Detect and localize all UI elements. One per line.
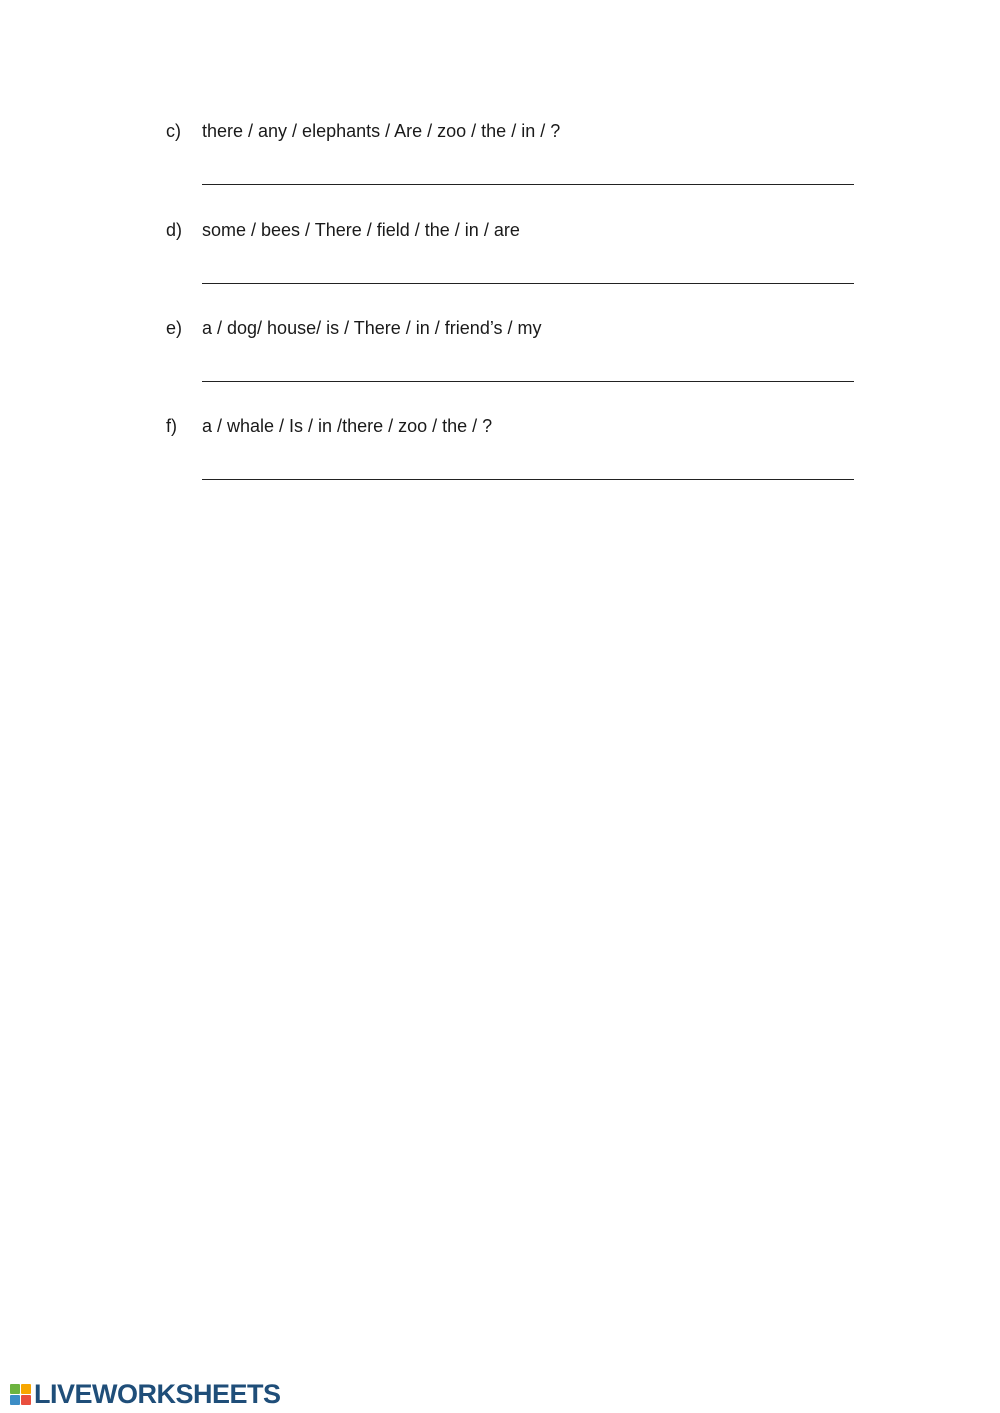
liveworksheets-logo (10, 1380, 281, 1408)
exercise-item-d (166, 218, 856, 242)
answer-field[interactable] (202, 159, 854, 183)
exercise-item-c (166, 119, 856, 143)
exercise-item-f (166, 414, 856, 438)
logo-block (10, 1384, 20, 1394)
answer-field[interactable] (202, 258, 854, 282)
answer-field[interactable] (202, 454, 854, 478)
logo-block (21, 1395, 31, 1405)
logo-blocks-icon (10, 1384, 31, 1405)
item-label: e) (166, 318, 183, 338)
item-prompt: there / any / elephants / Are / zoo / the / in / ? (202, 121, 561, 141)
logo-text: LIVEWORKSHEETS (34, 1379, 281, 1409)
answer-field[interactable] (202, 356, 854, 380)
exercise-item-e (166, 316, 856, 340)
logo-block (10, 1395, 20, 1405)
item-prompt: a / whale / Is / in /there / zoo / the / ? (202, 416, 493, 436)
answer-line (202, 381, 854, 382)
answer-line (202, 283, 854, 284)
item-label: f) (166, 416, 177, 436)
answer-line (202, 479, 854, 480)
item-prompt: some / bees / There / field / the / in / are (202, 220, 520, 240)
logo-block (21, 1384, 31, 1394)
item-label: d) (166, 220, 183, 240)
answer-line (202, 184, 854, 185)
item-prompt: a / dog/ house/ is / There / in / friend’s / my (202, 318, 542, 338)
item-label: c) (166, 121, 181, 141)
